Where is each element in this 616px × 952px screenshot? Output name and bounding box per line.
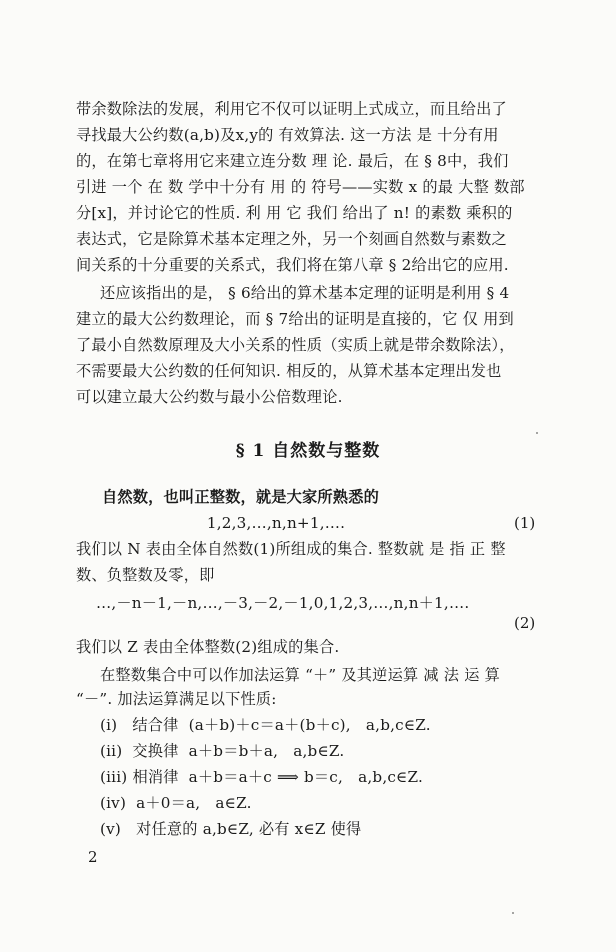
z-set-line: 我们以 Z 表由全体整数(2)组成的集合.: [76, 638, 340, 656]
para2-line-3: 了最小自然数原理及大小关系的性质（实质上就是带余数除法），: [76, 336, 515, 354]
para2-line-5: 可以建立最大公约数与最小公倍数理论.: [76, 388, 343, 406]
n-set-line-2: 数、负整数及零，即: [76, 566, 215, 584]
equation-1-number: (1): [514, 514, 536, 532]
para2-line-4: 不需要最大公约数的任何知识. 相反的，从算术基本定理出发也: [76, 362, 502, 380]
n-set-line-1: 我们以 N 表由全体自然数(1)所组成的集合. 整数就 是 指 正 整: [76, 540, 506, 558]
property-commutative: (ii) 交换律 a＋b＝b＋a, a,b∈Z.: [100, 742, 345, 760]
page-number: 2: [88, 848, 98, 866]
equation-1: 1,2,3,…,n,n+1,….: [206, 514, 346, 532]
intro-line-6: 表达式，它是除算术基本定理之外，另一个刻画自然数与素数之: [76, 230, 507, 248]
natural-number-definition: 自然数，也叫正整数，就是大家所熟悉的: [102, 488, 379, 506]
intro-line-1: 带余数除法的发展，利用它不仅可以证明上式成立，而且给出了: [76, 100, 507, 118]
equation-2: …,－n－1,－n,…,－3,－2,－1,0,1,2,3,…,n,n＋1,….: [96, 594, 470, 612]
property-identity: (iv) a＋0＝a, a∈Z.: [100, 794, 252, 812]
section-heading: § 1 自然数与整数: [235, 441, 381, 461]
para2-line-1: 还应该指出的是， § 6给出的算术基本定理的证明是利用 § 4: [100, 284, 510, 302]
property-associative: (i) 结合律 (a＋b)＋c＝a＋(b＋c), a,b,c∈Z.: [100, 716, 431, 734]
property-cancellation: (iii) 相消律 a＋b＝a＋c ⟹ b＝c, a,b,c∈Z.: [100, 768, 424, 786]
scan-speck: [536, 432, 538, 434]
intro-line-5: 分[x]，并讨论它的性质. 利 用 它 我们 给出了 n! 的素数 乘积的: [76, 204, 513, 222]
property-inverse: (v) 对任意的 a,b∈Z, 必有 x∈Z 使得: [100, 820, 362, 838]
intro-line-3: 的，在第七章将用它来建立连分数 理 论. 最后，在 § 8中，我们: [76, 152, 509, 170]
equation-2-number: (2): [514, 614, 536, 632]
scan-speck: [512, 912, 514, 914]
para2-line-2: 建立的最大公约数理论，而 § 7给出的证明是直接的，它 仅 用到: [76, 310, 514, 328]
intro-line-4: 引进 一个 在 数 学中十分有 用 的 符号——实数 x 的最 大整 数部: [76, 178, 525, 196]
operations-line-1: 在整数集合中可以作加法运算 “＋” 及其逆运算 减 法 运 算: [100, 666, 501, 684]
operations-line-2: “－”. 加法运算满足以下性质:: [76, 690, 277, 708]
intro-line-7: 间关系的十分重要的关系式，我们将在第八章 § 2给出它的应用.: [76, 256, 509, 274]
intro-line-2: 寻找最大公约数(a,b)及x,y的 有效算法. 这一方法 是 十分有用: [76, 126, 499, 144]
